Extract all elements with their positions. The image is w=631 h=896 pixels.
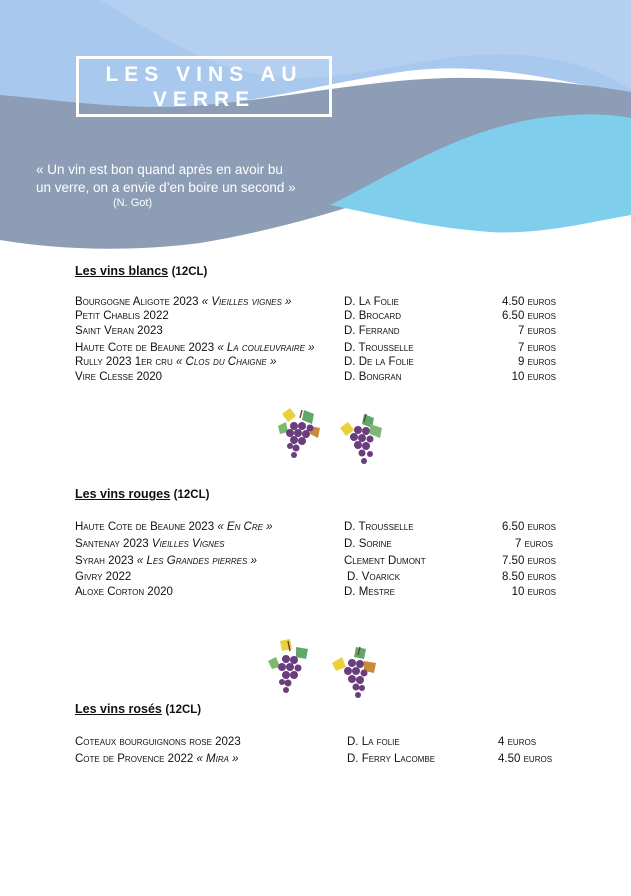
wine-price: 4 euros — [498, 736, 537, 748]
wine-domain: D. Ferry Lacombe — [347, 753, 436, 765]
wine-price: 7 euros — [517, 325, 556, 337]
quote-line1: « Un vin est bon quand après en avoir bu — [36, 162, 283, 177]
list-item — [0, 309, 631, 324]
wine-name: Saint Veran 2023 — [75, 325, 163, 337]
wine-price: 7.50 euros — [501, 555, 556, 567]
list-item — [0, 570, 631, 585]
list-item — [0, 355, 631, 370]
list-item — [0, 341, 631, 356]
wine-name: Vire Clesse 2020 — [75, 371, 163, 383]
grapes-icon — [330, 643, 380, 703]
wine-price: 4.50 euros — [498, 753, 553, 765]
wine-price: 8.50 euros — [501, 571, 556, 583]
wine-price: 9 euros — [517, 356, 556, 368]
section-name: Les vins rosés — [75, 702, 162, 716]
list-item — [0, 735, 631, 750]
wine-name: Aloxe Corton 2020 — [75, 586, 173, 598]
wine-domain: D. Trousselle — [344, 521, 414, 533]
section-volume: (12CL) — [173, 489, 210, 501]
list-item — [0, 554, 631, 569]
quote-line2: un verre, on a envie d’en boire un second » — [36, 179, 296, 195]
wine-name: Rully 2023 1er cru « Clos du Chaigne » — [75, 356, 277, 368]
wine-price: 7 euros — [514, 538, 553, 550]
page-title-line2: VERRE — [152, 87, 256, 111]
wine-domain: Clement Dumont — [344, 555, 426, 567]
wine-name: Petit Chablis 2022 — [75, 310, 169, 322]
grapes-icon — [274, 404, 324, 464]
section-title-rouges — [75, 487, 209, 501]
wine-name: Bourgogne Aligote 2023 « Vieilles vignes » — [75, 296, 292, 308]
wine-name: Santenay 2023 Vieilles Vignes — [75, 538, 225, 550]
wine-price: 10 euros — [511, 586, 556, 598]
wine-name: Cote de Provence 2022 « Mira » — [75, 753, 239, 765]
wine-domain: D. Mestre — [344, 586, 395, 598]
wine-domain: D. La Folie — [344, 296, 399, 308]
wine-domain: D. Trousselle — [344, 342, 414, 354]
list-item — [0, 537, 631, 552]
wine-name: Haute Cote de Beaune 2023 « La couleuvraire » — [75, 342, 315, 354]
section-title-blancs — [75, 264, 207, 278]
header-waves — [0, 0, 631, 260]
wine-domain: D. De la Folie — [344, 356, 414, 368]
wine-price: 6.50 euros — [501, 310, 556, 322]
section-name: Les vins rouges — [75, 487, 171, 501]
wine-name: Haute Cote de Beaune 2023 « En Cre » — [75, 521, 273, 533]
section-title-roses — [75, 702, 201, 716]
wine-domain: D. Sorine — [344, 538, 392, 550]
wine-domain: D. La folie — [347, 736, 400, 748]
wine-domain: D. Voarick — [347, 571, 401, 583]
wine-domain: D. Ferrand — [344, 325, 400, 337]
list-item — [0, 370, 631, 385]
section-volume: (12CL) — [165, 704, 202, 716]
quote — [36, 161, 326, 196]
list-item — [0, 295, 631, 310]
list-item — [0, 520, 631, 535]
wine-price: 6.50 euros — [501, 521, 556, 533]
wine-domain: D. Bongran — [344, 371, 402, 383]
list-item — [0, 585, 631, 600]
section-name: Les vins blancs — [75, 264, 169, 278]
wine-price: 7 euros — [517, 342, 556, 354]
quote-author: (N. Got) — [113, 197, 153, 209]
wine-name: Givry 2022 — [75, 571, 132, 583]
wine-domain: D. Brocard — [344, 310, 402, 322]
grapes-icon — [336, 410, 386, 470]
wine-name: Syrah 2023 « Les Grandes pierres » — [75, 555, 257, 567]
wine-name: Coteaux bourguignons rose 2023 — [75, 736, 241, 748]
wine-price: 4.50 euros — [501, 296, 556, 308]
list-item — [0, 752, 631, 767]
grapes-icon — [266, 637, 316, 697]
page-title-line1: LES VINS AU — [105, 62, 303, 86]
page-title — [76, 56, 332, 117]
wine-price: 10 euros — [511, 371, 556, 383]
list-item — [0, 324, 631, 339]
section-volume: (12CL) — [171, 266, 208, 278]
